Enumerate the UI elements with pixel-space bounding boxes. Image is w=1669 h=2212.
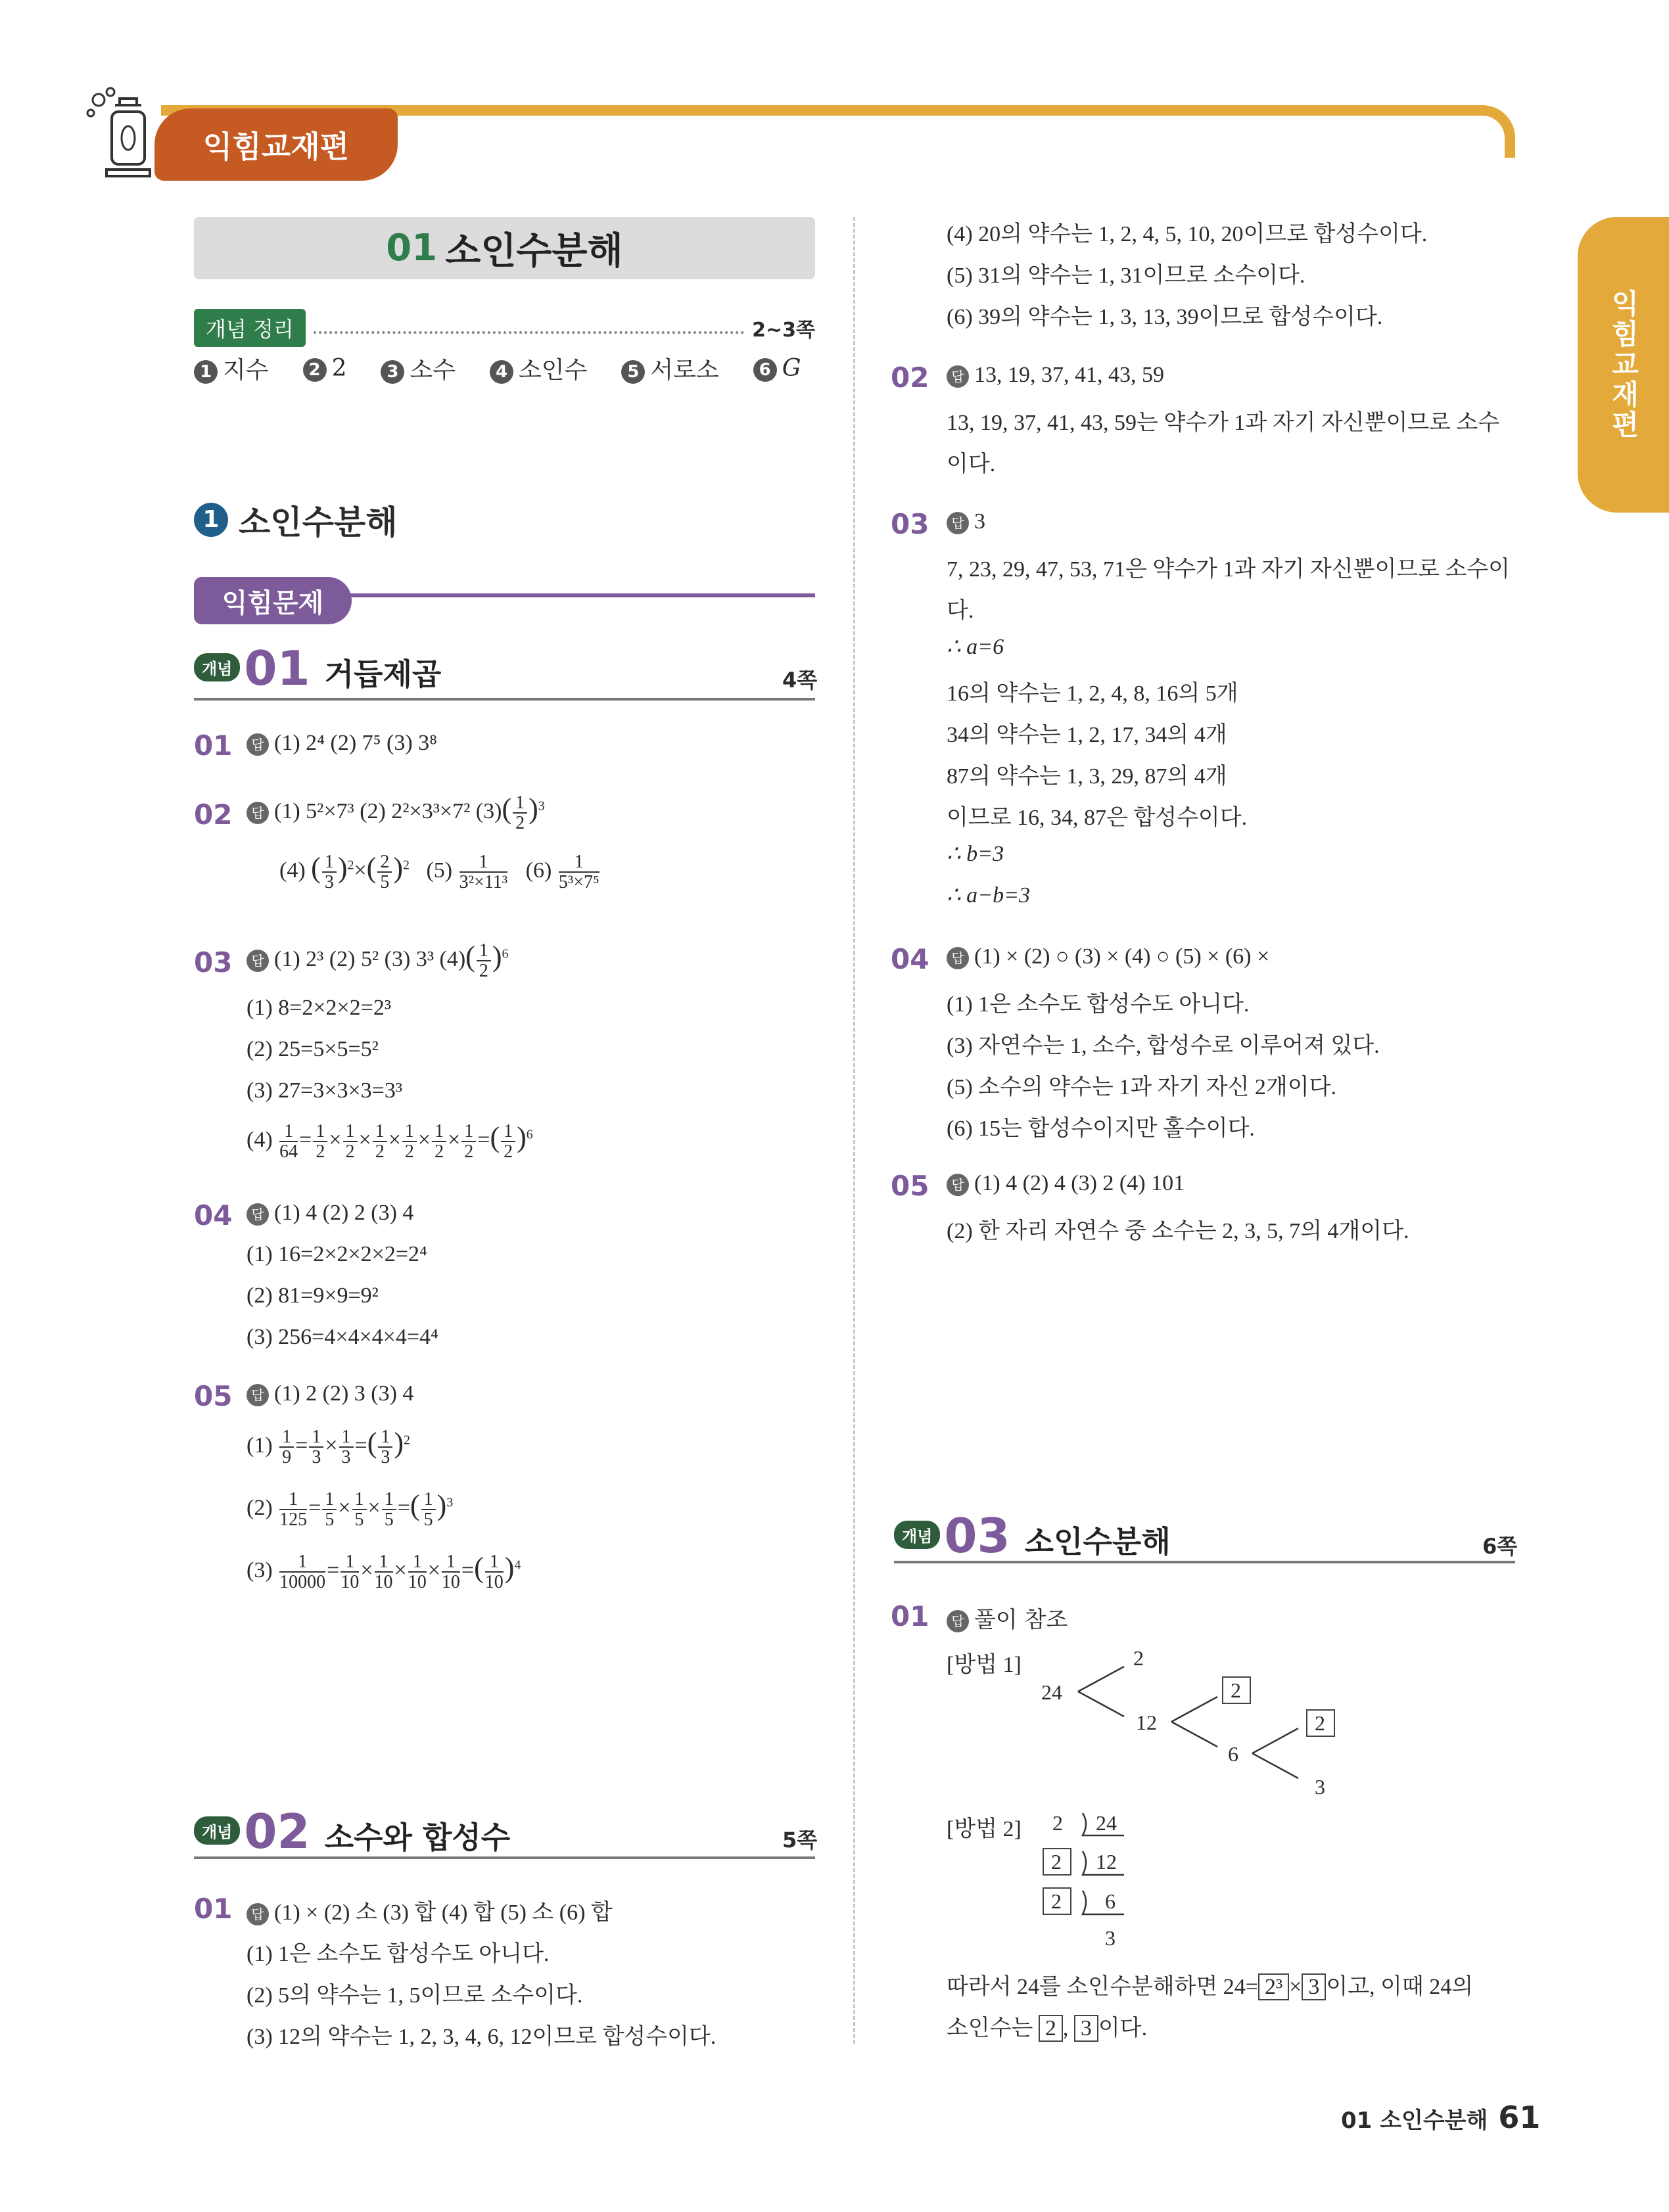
concept-02-page: 5쪽 (782, 1828, 818, 1853)
svg-text:6: 6 (1105, 1889, 1116, 1913)
answer-box: 2³ (1258, 1973, 1289, 2000)
svg-text:24: 24 (1096, 1811, 1117, 1835)
explanation-line: (1) $\frac{1}{9}$ = $\frac{1}{3}$ × $\frac{1}{3}$ =( $\frac{1}{3}$ )$^2$ (247, 1426, 411, 1468)
chapter-title-text: 소인수분해 (445, 229, 623, 273)
concept-badge: 개념 (894, 1521, 940, 1549)
dotted-leader (314, 322, 744, 334)
explanation-line: 다. (947, 599, 974, 623)
explanation-line: (3) 12의 약수는 1, 2, 3, 4, 6, 12이므로 합성수이다. (247, 2025, 717, 2049)
column-divider (853, 217, 855, 2044)
answer-line: 답 3 (947, 509, 985, 534)
section-title: 소인수분해 (239, 503, 398, 541)
concept-badge: 개념 (194, 1816, 240, 1845)
header-tab: 익힘교재편 (154, 108, 398, 181)
tree-node: 2 (1133, 1646, 1144, 1670)
answer-icon: 답 (247, 1903, 269, 1925)
page-footer (1341, 2100, 1540, 2135)
answer-line: 답 (1) 2⁴ (2) 7⁵ (3) 3⁸ (247, 731, 437, 756)
answer-line: 답 (1) 4 (2) 2 (3) 4 (247, 1201, 413, 1226)
concept-01-heading (194, 641, 441, 696)
explanation-line: (3) 27=3×3×3=3³ (247, 1078, 403, 1103)
answer-box: 3 (1302, 1973, 1326, 2000)
method-1-label: [방법 1] (947, 1653, 1022, 1677)
question-number: 01 (194, 729, 233, 762)
concept-02-rule (194, 1856, 815, 1859)
explanation-line: (6) 15는 합성수이지만 홀수이다. (947, 1117, 1255, 1141)
explanation-line: (1) 1은 소수도 합성수도 아니다. (247, 1942, 550, 1966)
summary-item-5: 5 서로소 (621, 352, 718, 385)
answer-line: 답 (1) 2³ (2) 5² (3) 3³ (4)( $\frac{1}{2}$ )$^6$ (247, 940, 508, 981)
explanation-line: (6) 39의 약수는 1, 3, 13, 39이므로 합성수이다. (947, 305, 1383, 329)
explanation-line: (5) 31의 약수는 1, 31이므로 소수이다. (947, 264, 1305, 288)
summary-item-4: 4 소인수 (490, 352, 587, 385)
question-number: 05 (891, 1170, 929, 1202)
explanation-line: 이므로 16, 34, 87은 합성수이다. (947, 806, 1248, 830)
concept-title: 소인수분해 (1024, 1524, 1171, 1559)
factor-tree-diagram (1025, 1636, 1380, 1807)
explanation-line: 34의 약수는 1, 2, 17, 34의 4개 (947, 723, 1227, 747)
question-number: 02 (891, 361, 929, 394)
side-tab: 익힘교재편 (1578, 217, 1669, 513)
explanation-line: 이다. (947, 452, 996, 476)
answer-box: 2 (1039, 2015, 1063, 2042)
conclusion-line-2: 소인수는 2 , 3 이다. (947, 2010, 1147, 2042)
answer-icon: 답 (947, 1610, 969, 1632)
practice-tag: 익힘문제 (194, 577, 352, 624)
concept-01-page: 4쪽 (782, 668, 818, 693)
explanation-line: 13, 19, 37, 41, 43, 59는 약수가 1과 자기 자신뿐이므로 소수 (947, 411, 1500, 435)
answer-line: 답 풀이 참조 (947, 1601, 1068, 1634)
svg-text:3: 3 (1105, 1926, 1116, 1950)
answer-line: 답 (1) × (2) 소 (3) 합 (4) 합 (5) 소 (6) 합 (247, 1894, 613, 1926)
answer-icon: 답 (247, 733, 269, 756)
explanation-line: ∴ b=3 (947, 842, 1004, 866)
concept-summary-pages: 2~3쪽 (752, 319, 815, 342)
question-number: 03 (194, 946, 233, 979)
practice-line (342, 593, 815, 597)
page-number: 61 (1498, 2100, 1541, 2135)
explanation-line: (4) 20의 약수는 1, 2, 4, 5, 10, 20이므로 합성수이다. (947, 222, 1428, 246)
explanation-line: 16의 약수는 1, 2, 4, 8, 16의 5개 (947, 681, 1238, 706)
explanation-line: (2) $\frac{1}{125}$ = $\frac{1}{5}$ × $\frac{1}{5}$ × $\frac{1}{5}$ =( $\frac{1}{5}$ )$^3$ (247, 1488, 454, 1531)
svg-text:2: 2 (1051, 1889, 1062, 1913)
chapter-number: 01 (386, 227, 438, 269)
summary-item-6: 6 G (753, 355, 801, 382)
answer-icon: 답 (247, 950, 269, 972)
summary-item-3: 3 소수 (381, 352, 456, 385)
svg-text:12: 12 (1096, 1850, 1117, 1874)
chapter-title (194, 217, 815, 279)
explanation-line: ∴ a=6 (947, 635, 1004, 659)
explanation-line: (2) 81=9×9=9² (247, 1283, 379, 1308)
tree-node: 2 (1231, 1678, 1241, 1702)
method-2-label: [방법 2] (947, 1817, 1022, 1841)
ladder-division (1042, 1804, 1200, 1962)
svg-text:2: 2 (1052, 1811, 1063, 1835)
answer-line-2: (4) ( $\frac{1}{3}$ )$^2$×( $\frac{2}{5}$ )$^2$ (5) $\frac{1}{\text{3²×11³}}$ (6) $\frac{1}{\text{5³×7⁵}}$ (279, 851, 599, 893)
answer-line: 답 (1) 2 (2) 3 (3) 4 (247, 1381, 413, 1406)
tree-node: 6 (1228, 1742, 1238, 1766)
answer-icon: 답 (247, 802, 269, 824)
explanation-line: (1) 8=2×2×2=2³ (247, 996, 392, 1020)
concept-01-rule (194, 698, 815, 701)
concept-03-heading (894, 1508, 1171, 1563)
question-number: 04 (194, 1199, 233, 1232)
section-heading (194, 496, 398, 543)
summary-item-1: 1 지수 (194, 352, 269, 385)
answer-line: 답 (1) 5²×7³ (2) 2²×3³×7² (3)( $\frac{1}{2}$ )$^3$ (247, 792, 545, 833)
conclusion-line-1: 따라서 24를 소인수분해하면 24= 2³ × 3 이고, 이때 24의 (947, 1968, 1473, 2000)
tree-node: 12 (1136, 1711, 1157, 1734)
answer-icon: 답 (947, 1174, 969, 1196)
tree-root: 24 (1041, 1680, 1062, 1704)
question-number: 05 (194, 1380, 233, 1412)
answer-line: 답 (1) × (2) ○ (3) × (4) ○ (5) × (6) × (947, 944, 1269, 969)
explanation-line: (1) 16=2×2×2×2=2⁴ (247, 1242, 427, 1266)
concept-title: 소수와 합성수 (324, 1820, 511, 1855)
section-number: 1 (194, 503, 228, 537)
concept-03-rule (894, 1561, 1515, 1563)
explanation-line: (3) 자연수는 1, 소수, 합성수로 이루어져 있다. (947, 1034, 1380, 1058)
question-number: 04 (891, 943, 929, 975)
explanation-line: (3) 256=4×4×4×4=4⁴ (247, 1325, 438, 1349)
answer-line: 답 (1) 4 (2) 4 (3) 2 (4) 101 (947, 1171, 1185, 1196)
concept-03-page: 6쪽 (1482, 1534, 1518, 1559)
question-number: 01 (194, 1893, 233, 1925)
answer-box: 3 (1074, 2015, 1098, 2042)
explanation-line: (2) 한 자리 자연수 중 소수는 2, 3, 5, 7의 4개이다. (947, 1219, 1409, 1243)
concept-number: 01 (244, 641, 310, 696)
explanation-line: (5) 소수의 약수는 1과 자기 자신 2개이다. (947, 1075, 1336, 1099)
answer-icon: 답 (947, 365, 969, 388)
explanation-line: ∴ a−b=3 (947, 883, 1031, 908)
summary-item-2: 2 2 (303, 355, 347, 382)
answer-icon: 답 (247, 1384, 269, 1406)
question-number: 01 (891, 1600, 929, 1632)
explanation-line: 7, 23, 29, 47, 53, 71은 약수가 1과 자기 자신뿐이므로 소수이 (947, 557, 1511, 582)
tree-node: 3 (1315, 1775, 1325, 1799)
answer-icon: 답 (247, 1203, 269, 1226)
answer-line: 답 13, 19, 37, 41, 43, 59 (947, 363, 1164, 388)
concept-number: 03 (944, 1508, 1010, 1563)
explanation-line: 87의 약수는 1, 3, 29, 87의 4개 (947, 764, 1227, 789)
concept-number: 02 (244, 1804, 310, 1859)
concept-02-heading (194, 1804, 510, 1859)
svg-text:2: 2 (1051, 1850, 1062, 1874)
question-number: 02 (194, 798, 233, 831)
explanation-line: (2) 25=5×5=5² (247, 1037, 379, 1061)
question-number: 03 (891, 508, 929, 540)
explanation-line: (3) $\frac{1}{10000}$ = $\frac{1}{10}$ × $\frac{1}{10}$ × $\frac{1}{10}$ × $\frac{1}{10}$ =( $\frac{1}{10}$ )$^4$ (247, 1551, 521, 1593)
answer-icon: 답 (947, 947, 969, 969)
footer-label: 01 소인수분해 (1341, 2108, 1488, 2134)
concept-summary-items (194, 352, 801, 385)
explanation-line: (4) $\frac{1}{64}$ = $\frac{1}{2}$ × $\frac{1}{2}$ × $\frac{1}{2}$ × $\frac{1}{2}$ × $\frac{1}{2}$ × $\frac{1}{2}$ =( $\frac{1}{2}$ )$^6$ (247, 1120, 533, 1163)
answer-icon: 답 (947, 512, 969, 534)
tree-node: 2 (1315, 1711, 1325, 1735)
concept-summary-header (194, 309, 815, 347)
concept-badge: 개념 (194, 653, 240, 681)
concept-summary-tag: 개념 정리 (194, 309, 306, 347)
explanation-line: (1) 1은 소수도 합성수도 아니다. (947, 992, 1250, 1017)
concept-title: 거듭제곱 (324, 657, 442, 692)
explanation-line: (2) 5의 약수는 1, 5이므로 소수이다. (247, 1983, 583, 2008)
lantern-icon (85, 85, 158, 184)
